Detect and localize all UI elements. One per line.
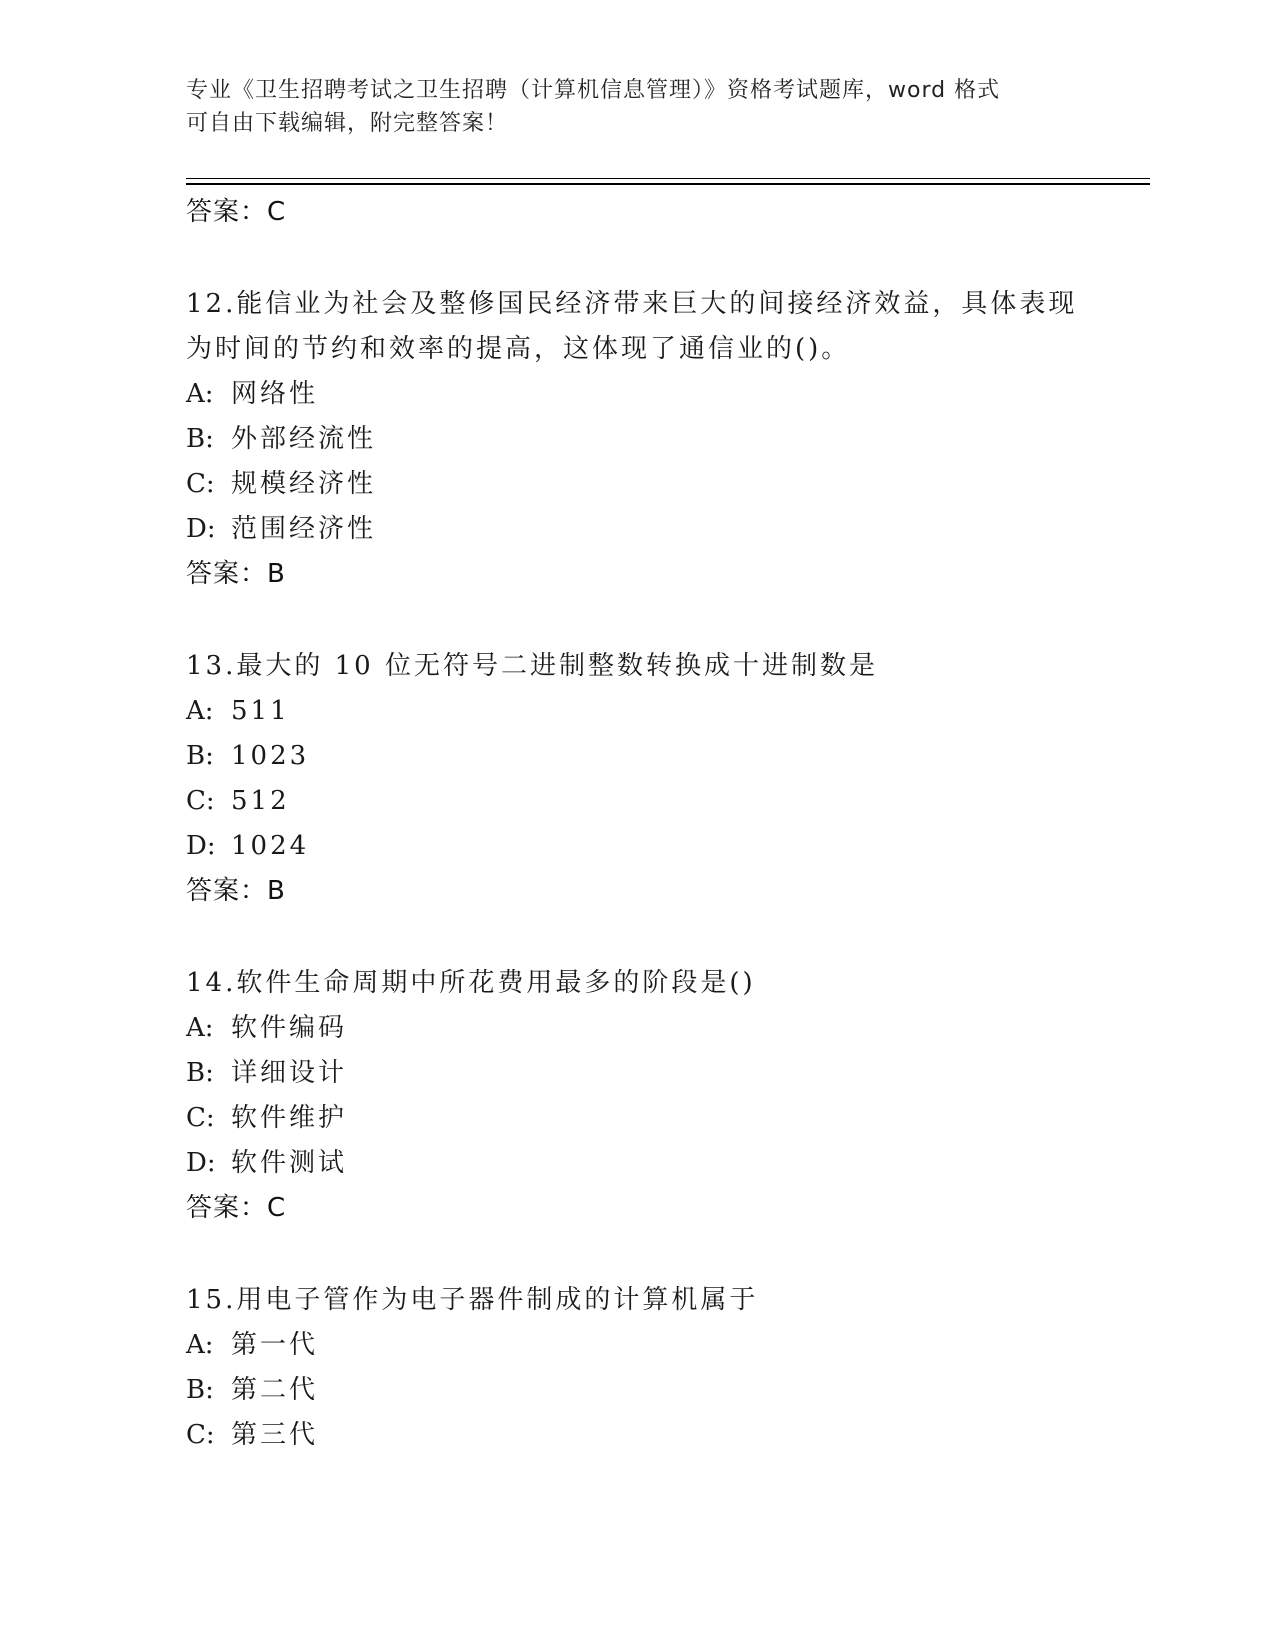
option-key: A: bbox=[186, 1330, 214, 1360]
option-key: C: bbox=[186, 1103, 215, 1133]
question-stem: 14.软件生命周期中所花费用最多的阶段是() bbox=[186, 968, 756, 998]
option-text: 软件编码 bbox=[231, 1013, 348, 1043]
option-text: 1024 bbox=[231, 831, 310, 861]
option-text: 详细设计 bbox=[231, 1058, 348, 1088]
answer-label: 答案：C bbox=[186, 1193, 287, 1223]
question-stem: 为时间的节约和效率的提高，这体现了通信业的()。 bbox=[186, 334, 851, 364]
option-text: 软件维护 bbox=[231, 1103, 348, 1133]
option-text: 软件测试 bbox=[231, 1148, 348, 1178]
option-key: A: bbox=[186, 696, 214, 726]
option-key: A: bbox=[186, 379, 214, 409]
option-key: C: bbox=[186, 469, 215, 499]
option-key: D: bbox=[186, 1148, 216, 1178]
question-item bbox=[186, 961, 1086, 1231]
answer-label: 答案：B bbox=[186, 876, 286, 906]
header-divider-thick bbox=[186, 183, 1150, 185]
option-b bbox=[186, 417, 1086, 462]
option-a bbox=[186, 689, 1086, 734]
option-text: 范围经济性 bbox=[231, 514, 377, 544]
option-key: B: bbox=[186, 1375, 214, 1405]
answer-label: 答案：C bbox=[186, 197, 287, 227]
option-text: 外部经流性 bbox=[231, 424, 377, 454]
question-stem: 15.用电子管作为电子器件制成的计算机属于 bbox=[186, 1285, 759, 1315]
option-c bbox=[186, 462, 1086, 507]
option-key: A: bbox=[186, 1013, 214, 1043]
option-key: B: bbox=[186, 424, 214, 454]
option-c bbox=[186, 1096, 1086, 1141]
option-d bbox=[186, 824, 1086, 869]
option-text: 511 bbox=[231, 696, 290, 726]
question-item bbox=[186, 1278, 1086, 1458]
option-b bbox=[186, 1051, 1086, 1096]
option-text: 网络性 bbox=[231, 379, 319, 409]
option-d bbox=[186, 507, 1086, 552]
option-a bbox=[186, 372, 1086, 417]
header-line-2: 可自由下载编辑，附完整答案！ bbox=[186, 111, 509, 136]
question-stem: 12.能信业为社会及整修国民经济带来巨大的间接经济效益，具体表现 bbox=[186, 289, 1078, 319]
option-key: C: bbox=[186, 786, 215, 816]
option-b bbox=[186, 1368, 1086, 1413]
option-d bbox=[186, 1141, 1086, 1186]
option-a bbox=[186, 1323, 1086, 1368]
option-b bbox=[186, 734, 1086, 779]
header-line-1: 专业《卫生招聘考试之卫生招聘（计算机信息管理）》资格考试题库，word 格式 bbox=[186, 78, 1001, 103]
document-header bbox=[186, 74, 1066, 140]
option-c bbox=[186, 779, 1086, 824]
option-text: 第三代 bbox=[231, 1420, 319, 1450]
question-item bbox=[186, 644, 1086, 914]
question-stem: 13.最大的 10 位无符号二进制整数转换成十进制数是 bbox=[186, 651, 878, 681]
option-key: D: bbox=[186, 514, 216, 544]
option-text: 规模经济性 bbox=[231, 469, 377, 499]
question-item bbox=[186, 282, 1086, 597]
question-list bbox=[186, 190, 1086, 1458]
option-a bbox=[186, 1006, 1086, 1051]
answer-label: 答案：B bbox=[186, 559, 286, 589]
option-key: C: bbox=[186, 1420, 215, 1450]
option-c bbox=[186, 1413, 1086, 1458]
header-divider-thin bbox=[186, 178, 1150, 179]
option-key: D: bbox=[186, 831, 216, 861]
option-key: B: bbox=[186, 1058, 214, 1088]
option-text: 512 bbox=[231, 786, 290, 816]
option-text: 第一代 bbox=[231, 1330, 319, 1360]
option-text: 1023 bbox=[231, 741, 310, 771]
option-text: 第二代 bbox=[231, 1375, 319, 1405]
option-key: B: bbox=[186, 741, 214, 771]
